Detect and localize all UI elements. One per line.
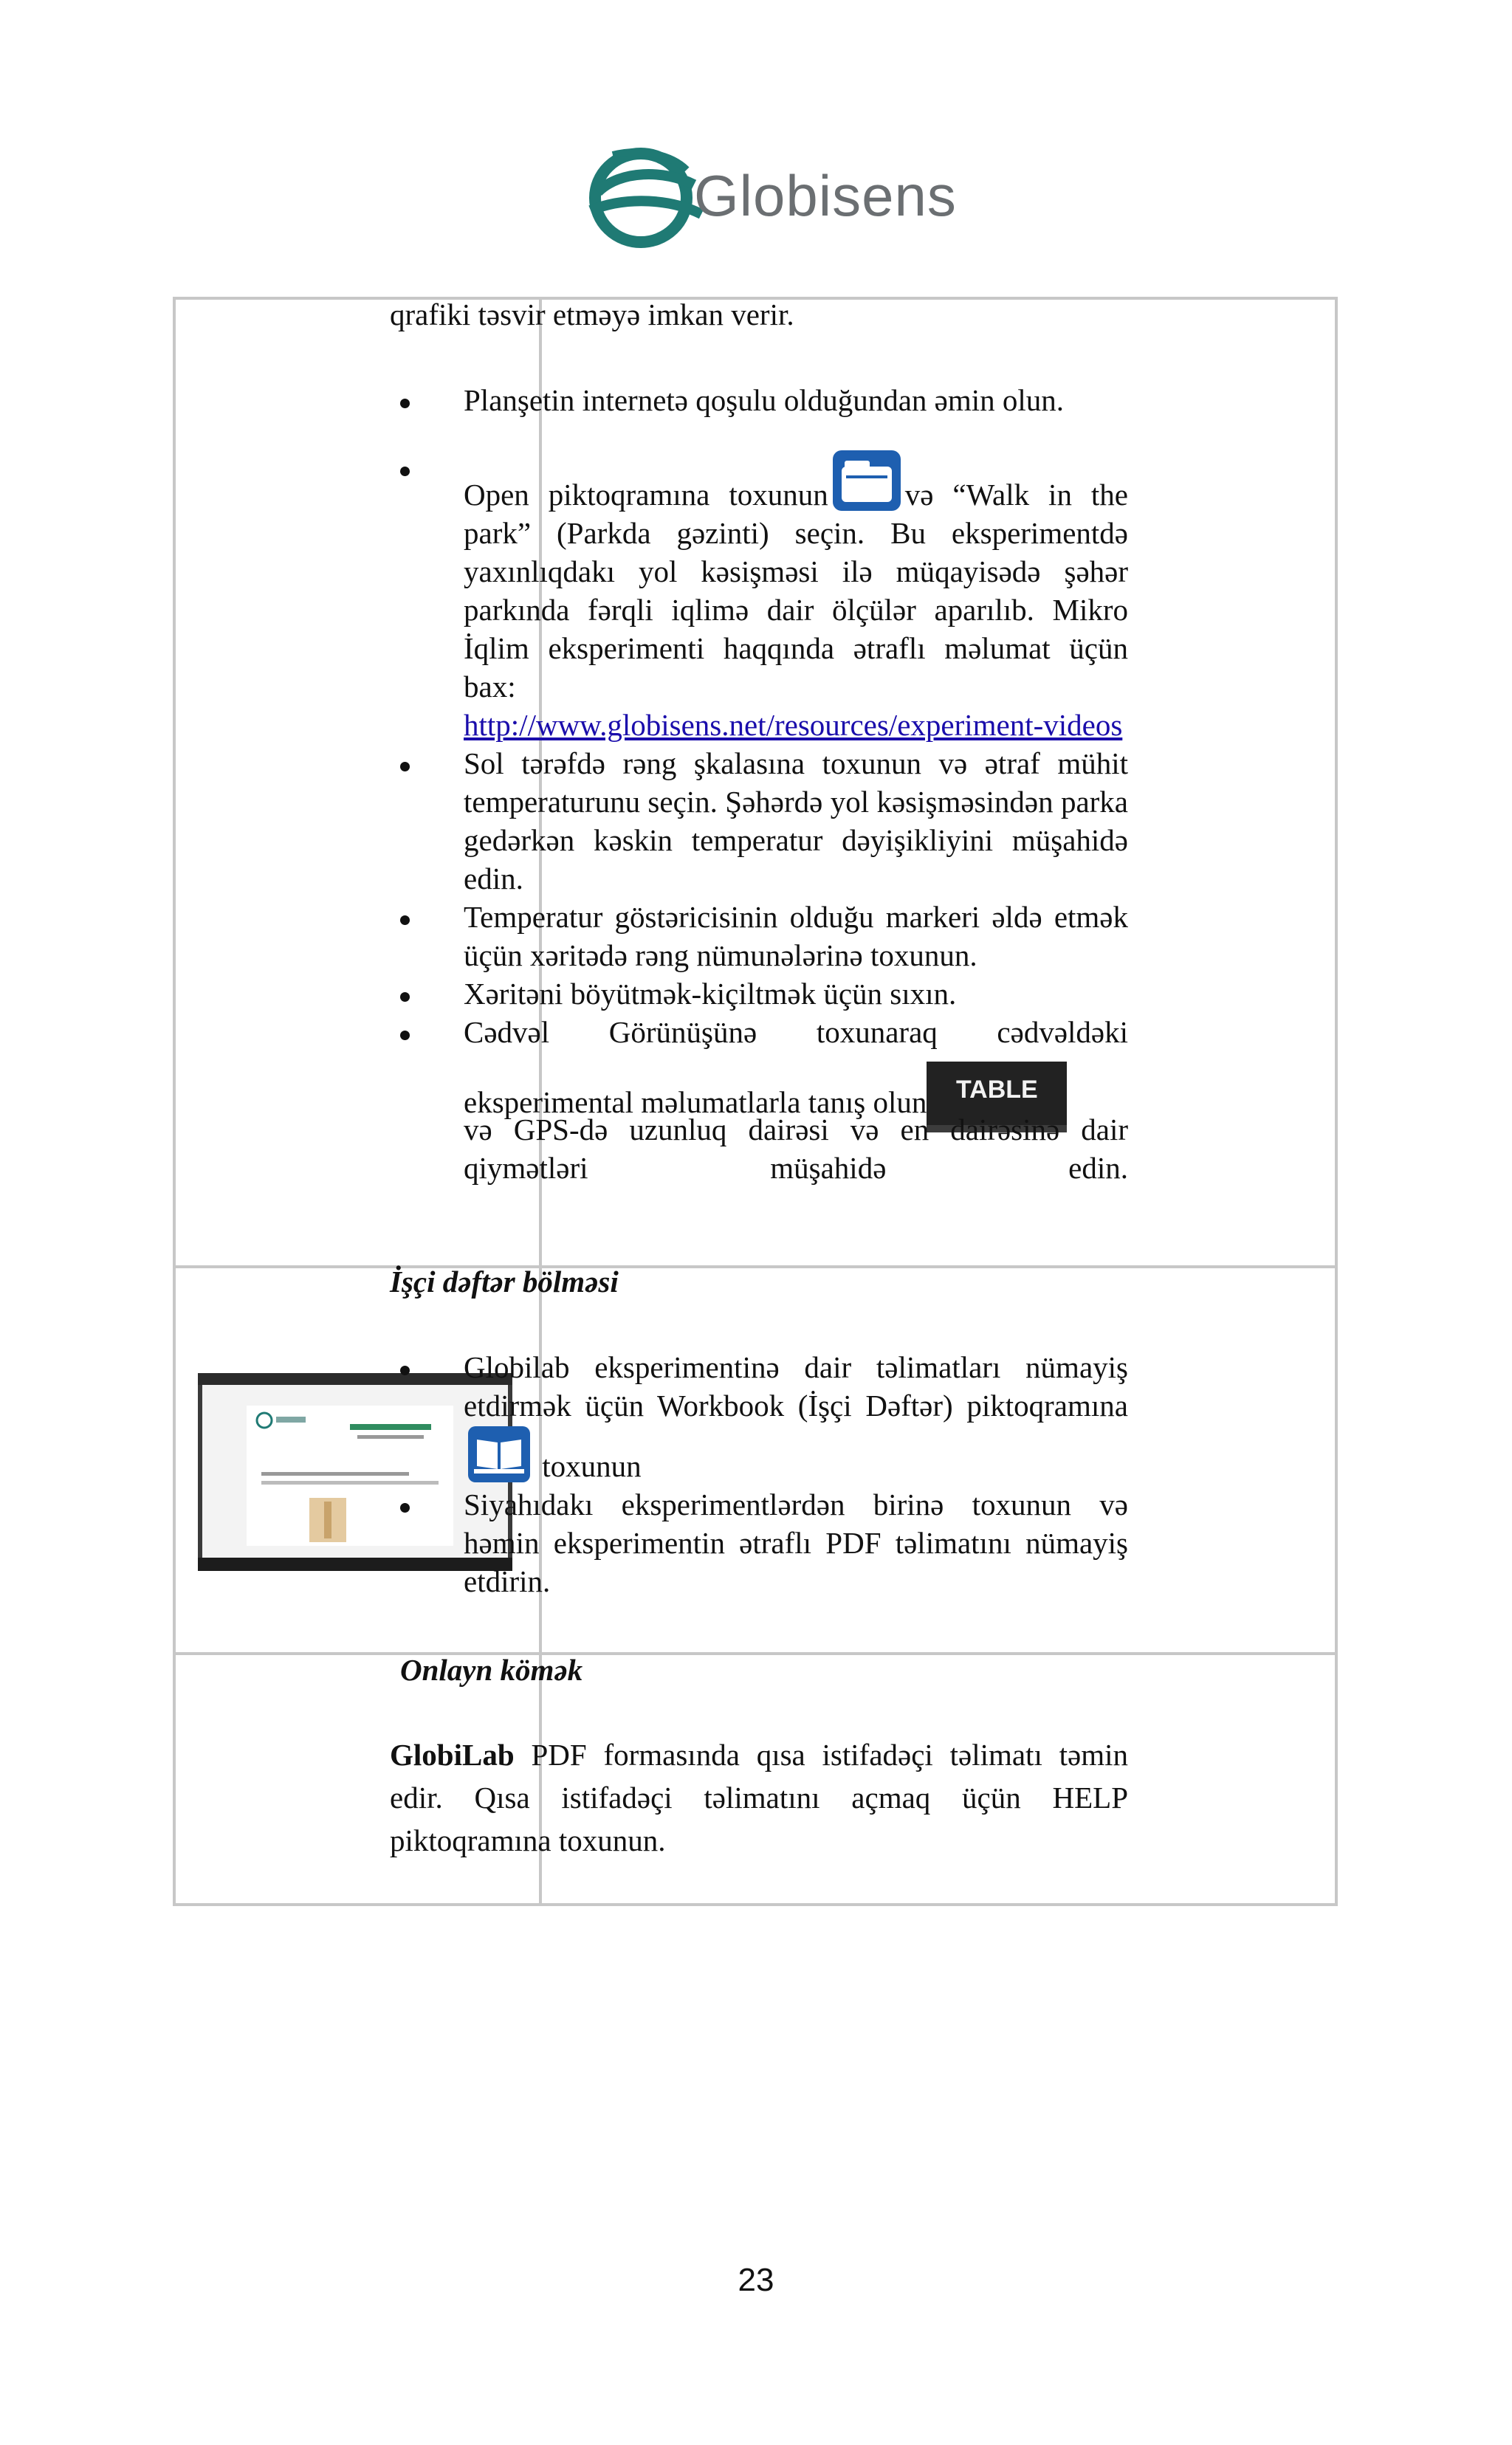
online-help-title: Onlayn kömək	[400, 1653, 583, 1687]
list-item	[390, 449, 1128, 744]
globisens-logo	[583, 140, 957, 251]
row3-content	[390, 1651, 1128, 1862]
bullet-text: Sol tərəfdə rəng şkalasına toxunun və ətraf mühit temperaturunu seçin. Şəhərdə yol kəsişməsindən parka gedərkən kəskin temperatur dəyişikliyini müşahidə edin.	[464, 746, 1128, 895]
list-item	[390, 1485, 1128, 1600]
open-folder-icon	[831, 449, 902, 512]
brand-name: GlobiLab	[390, 1738, 515, 1772]
intro-text: qrafiki təsvir etməyə imkan verir.	[390, 298, 794, 331]
bullet-text: Temperatur göstəricisinin olduğu markeri əldə etmək üçün xəritədə rəng nümunələrinə toxunun.	[464, 900, 1128, 972]
bullet-text: Planşetin internetə qoşulu olduğundan əmin olun.	[464, 383, 1065, 417]
page-number: 23	[738, 2262, 774, 2298]
bullet-icon	[390, 1013, 419, 1051]
bullet-icon	[390, 974, 419, 1013]
bullet-text: eksperimental məlumatlarla tanış olun	[464, 1085, 927, 1119]
row1-content	[390, 295, 1128, 1187]
bullet-text: toxunun	[542, 1449, 642, 1483]
bullet-icon	[390, 1348, 419, 1386]
bullet-text: Open piktoqramına toxunun	[464, 478, 828, 512]
list-item	[390, 1013, 1128, 1187]
list-item	[390, 744, 1128, 898]
logo-text: Globisens	[694, 163, 957, 228]
bullet-icon	[390, 381, 419, 419]
bullet-icon	[390, 898, 419, 936]
help-description: PDF formasında qısa istifadəçi təlimatı təmin edir. Qısa istifadəçi təlimatını açmaq üçün HELP piktoqramına toxunun.	[390, 1738, 1129, 1857]
globe-logo-icon	[583, 140, 709, 251]
row2-content	[390, 1262, 1128, 1600]
row2-bullet-list	[390, 1348, 1128, 1600]
bullet-text: Xəritəni böyütmək-kiçiltmək üçün sıxın.	[464, 977, 957, 1011]
workbook-section-title: İşçi dəftər bölməsi	[390, 1265, 619, 1299]
experiment-videos-link[interactable]: http://www.globisens.net/resources/experiment-videos	[464, 708, 1123, 742]
list-item	[390, 898, 1128, 974]
row1-bullet-list	[390, 381, 1128, 1187]
list-item	[390, 974, 1128, 1013]
table-view-icon: TABLE	[927, 1062, 1067, 1132]
workbook-icon	[467, 1425, 532, 1484]
bullet-icon	[390, 449, 419, 487]
online-help-text	[390, 1733, 1128, 1862]
bullet-text: və GPS-də uzunluq dairəsi və en dairəsinə dair qiymətləri müşahidə edin.	[464, 1113, 1128, 1185]
bullet-icon	[390, 1485, 419, 1524]
bullet-text: Siyahıdakı eksperimentlərdən birinə toxunun və həmin eksperimentin ətraflı PDF təlimatını nümayiş etdirin.	[464, 1488, 1128, 1598]
list-item	[390, 1348, 1128, 1485]
bullet-icon	[390, 744, 419, 783]
bullet-text: Globilab eksperimentinə dair təlimatları nümayiş etdirmək üçün Workbook (İşçi Dəftər) piktoqramına	[464, 1350, 1128, 1423]
list-item	[390, 381, 1128, 419]
bullet-text: və “Walk in the park” (Parkda gəzinti) seçin. Bu eksperimentdə yaxınlıqdakı yol kəsişməsi ilə müqayisədə şəhər parkında fərqli iqlimə dair ölçülər aparılıb. Mikro İqlim eksperimenti haqqında ətraflı məlumat üçün bax:	[464, 478, 1128, 704]
bullet-text: Cədvəl Görünüşünə toxunaraq cədvəldəki	[464, 1015, 1128, 1049]
